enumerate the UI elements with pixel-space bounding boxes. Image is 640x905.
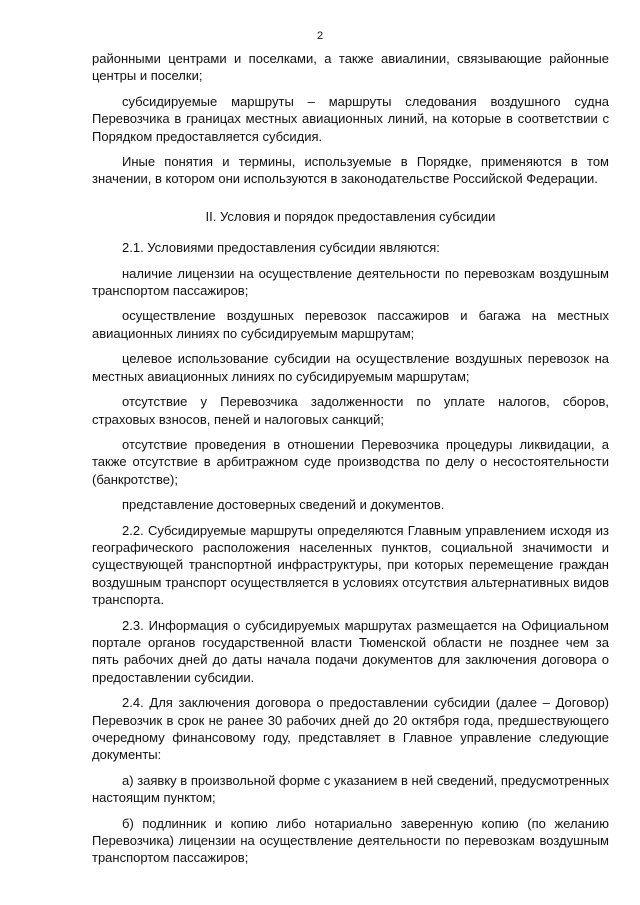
- paragraph-2-4-a: а) заявку в произвольной форме с указанием в ней сведений, предусмотренных настоящим пунктом;: [92, 772, 609, 806]
- section-heading: II. Условия и порядок предоставления субсидии: [205, 208, 496, 224]
- paragraph-condition-no-debt: отсутствие у Перевозчика задолженности по уплате налогов, сборов, страховых взносов, пеней и налоговых санкций;: [92, 394, 609, 427]
- paragraph-2-3: 2.3. Информация о субсидируемых маршрутах размещается на Официальном портале органов государственной власти Тюменской области не позднее чем за пять рабочих дней до даты начала подачи документов для заключения договора о предоставлении субсидии.: [92, 617, 609, 685]
- page-number: 2: [316, 30, 324, 42]
- document-body: [92, 50, 609, 875]
- paragraph-condition-target-use: целевое использование субсидии на осуществление воздушных перевозок на местных авиационных линиях по субсидируемым маршрутам;: [92, 351, 609, 384]
- paragraph-condition-flights: осуществление воздушных перевозок пассажиров и багажа на местных авиационных линиях по субсидируемым маршрутам;: [92, 308, 609, 341]
- paragraph-condition-no-liquidation: отсутствие проведения в отношении Перевозчика процедуры ликвидации, а также отсутствие в арбитражном суде производства по делу о несостоятельности (банкротстве);: [92, 436, 609, 487]
- paragraph-condition-reliable-info: представление достоверных сведений и документов.: [122, 497, 445, 513]
- paragraph-definition-subsidized-routes: субсидируемые маршруты – маршруты следования воздушного судна Перевозчика в границах местных авиационных линий, на которые в соответствии с Порядком предоставляется субсидия.: [92, 93, 609, 144]
- paragraph-2-1: 2.1. Условиями предоставления субсидии являются:: [122, 240, 440, 256]
- paragraph-condition-license: наличие лицензии на осуществление деятельности по перевозкам воздушным транспортом пассажиров;: [92, 265, 609, 299]
- paragraph-2-2: 2.2. Субсидируемые маршруты определяются Главным управлением исходя из географического расположения населенных пунктов, социальной значимости и существующей транспортной инфраструктуры, при которых перемещение граждан воздушным транспорт осуществляется в условиях отсутствия альтернативных видов транспорта.: [92, 522, 609, 608]
- paragraph-other-terms: Иные понятия и термины, используемые в Порядке, применяются в том значении, в котором они используются в законодательстве Российской Федерации.: [92, 154, 609, 187]
- paragraph-continuation: районными центрами и поселками, а также авиалинии, связывающие районные центры и поселки;: [92, 51, 609, 84]
- paragraph-2-4-b: б) подлинник и копию либо нотариально заверенную копию (по желанию Перевозчика) лицензии на осуществление деятельности по перевозкам воздушным транспортом пассажиров;: [92, 815, 609, 866]
- paragraph-2-4: 2.4. Для заключения договора о предоставлении субсидии (далее – Договор) Перевозчик в срок не ранее 30 рабочих дней до 20 октября года, предшествующего очередному финансовому году, представляет в Главное управление следующие документы:: [92, 695, 609, 763]
